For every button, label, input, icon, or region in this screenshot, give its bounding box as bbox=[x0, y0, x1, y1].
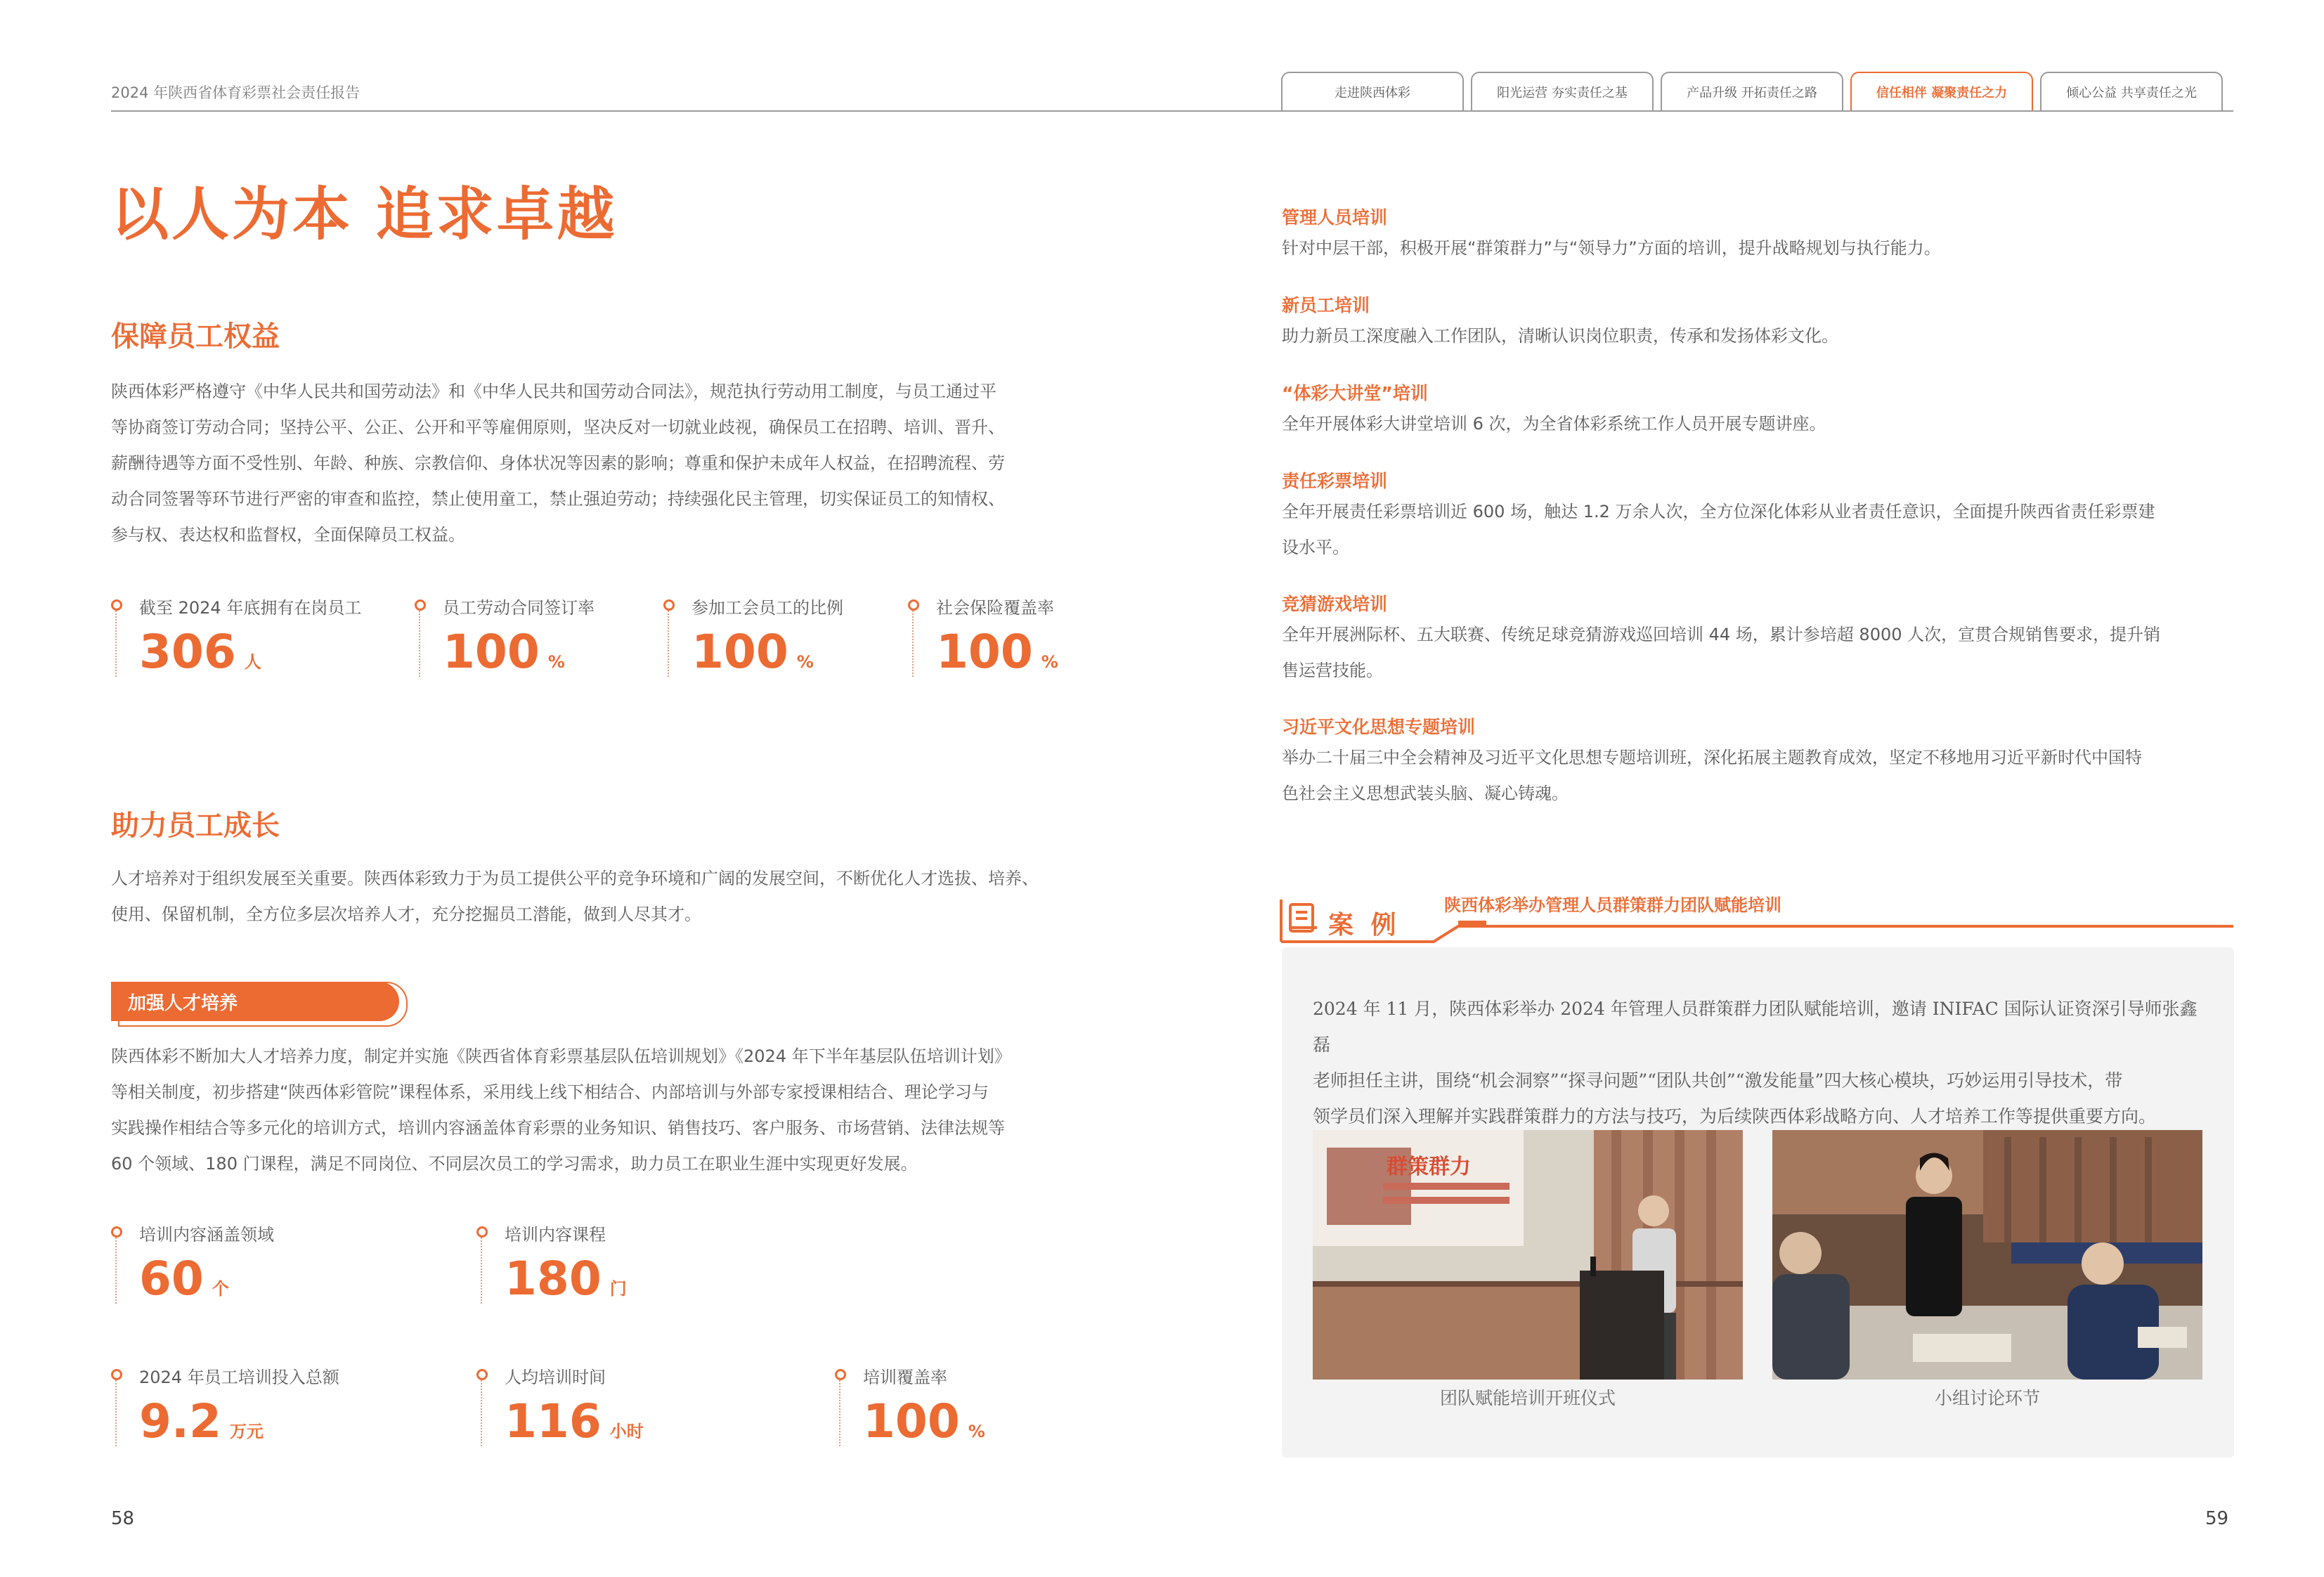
bullet-dot bbox=[111, 1369, 122, 1380]
stat-value bbox=[692, 625, 814, 679]
text-line: 色社会主义思想武装头脑、凝心铸魂。 bbox=[1282, 784, 1569, 803]
training-title: 习近平文化思想专题培训 bbox=[1282, 717, 1476, 737]
stat-value bbox=[505, 1394, 644, 1448]
training-title: “体彩大讲堂”培训 bbox=[1282, 383, 1428, 403]
tab-trust[interactable]: 信任相伴 凝聚责任之力 bbox=[1850, 72, 2033, 111]
case-title: 陕西体彩举办管理人员群策群力团队赋能培训 bbox=[1444, 895, 1781, 915]
text-line: 全年开展体彩大讲堂培训 6 次，为全省体彩系统工作人员开展专题讲座。 bbox=[1282, 414, 1826, 434]
text-line: 陕西体彩严格遵守《中华人民共和国劳动法》和《中华人民共和国劳动合同法》，规范执行劳动用工制度，与员工通过平 bbox=[111, 382, 997, 401]
stat-line bbox=[839, 1380, 842, 1446]
case-label: 案 例 bbox=[1328, 911, 1401, 940]
stat-label: 员工劳动合同签订率 bbox=[443, 598, 595, 618]
stat-unit: % bbox=[1041, 652, 1058, 672]
stat-label: 培训内容涵盖领域 bbox=[139, 1225, 274, 1245]
stat-unit: % bbox=[968, 1422, 985, 1441]
stat-unit: 人 bbox=[244, 652, 261, 672]
stat-number: 116 bbox=[505, 1394, 602, 1448]
training-title: 管理人员培训 bbox=[1282, 207, 1388, 228]
text-line: 60 个领域、180 门课程，满足不同岗位、不同层次员工的学习需求，助力员工在职业生涯中实现更好发展。 bbox=[111, 1154, 918, 1174]
photo-group-discussion bbox=[1772, 1130, 2202, 1380]
stat-label: 2024 年员工培训投入总额 bbox=[139, 1368, 339, 1387]
text-line: 等相关制度，初步搭建“陕西体彩管院”课程体系，采用线上线下相结合、内部培训与外部专家授课相结合、理论学习与 bbox=[111, 1082, 989, 1102]
stat-line bbox=[481, 1238, 483, 1304]
stat-label: 培训内容课程 bbox=[505, 1225, 606, 1245]
stat-number: 60 bbox=[139, 1252, 204, 1306]
slide-text: 群策群力 bbox=[1387, 1155, 1471, 1179]
tab-intro[interactable]: 走进陕西体彩 bbox=[1281, 72, 1464, 111]
stat-label: 人均培训时间 bbox=[505, 1368, 606, 1387]
stat-number: 100 bbox=[443, 625, 540, 679]
text-line: 设水平。 bbox=[1282, 538, 1349, 557]
text-line: 领学员们深入理解并实践群策群力的方法与技巧，为后续陕西体彩战略方向、人才培养工作等提供重要方向。 bbox=[1313, 1106, 2157, 1127]
tab-operation[interactable]: 阳光运营 夯实责任之基 bbox=[1471, 72, 1654, 111]
stat-value bbox=[139, 1394, 264, 1448]
stat-unit: % bbox=[796, 652, 814, 672]
text-line: 参与权、表达权和监督权，全面保障员工权益。 bbox=[111, 525, 465, 545]
stat-line bbox=[668, 611, 670, 677]
stat-unit: 门 bbox=[609, 1279, 627, 1299]
stat-label: 培训覆盖率 bbox=[863, 1368, 947, 1387]
stat-line bbox=[912, 611, 915, 677]
bullet-dot bbox=[476, 1226, 488, 1238]
training-title: 竞猜游戏培训 bbox=[1282, 594, 1388, 614]
text-line: 实践操作相结合等多元化的培训方式，培训内容涵盖体育彩票的业务知识、销售技巧、客户服务、市场营销、法律法规等 bbox=[111, 1118, 1005, 1138]
bullet-dot bbox=[908, 599, 919, 611]
training-text bbox=[1282, 318, 1838, 354]
bullet-dot bbox=[415, 599, 426, 611]
stat-number: 306 bbox=[139, 625, 236, 679]
stat-value bbox=[863, 1394, 985, 1448]
stat-number: 9.2 bbox=[139, 1394, 221, 1448]
training-text bbox=[1282, 740, 2142, 812]
stat-line bbox=[481, 1380, 483, 1446]
page-number-left: 58 bbox=[111, 1508, 135, 1529]
stat-number: 100 bbox=[863, 1394, 960, 1448]
growth-paragraph bbox=[111, 861, 1109, 933]
stat-number: 100 bbox=[936, 625, 1033, 679]
talent-paragraph bbox=[111, 1039, 1109, 1182]
bullet-dot bbox=[111, 599, 122, 611]
training-text bbox=[1282, 617, 2160, 689]
bullet-dot bbox=[476, 1369, 488, 1380]
case-book-icon bbox=[1287, 902, 1318, 933]
training-text bbox=[1282, 406, 1826, 442]
training-title: 新员工培训 bbox=[1282, 295, 1370, 316]
subhead-talent: 加强人才培养 bbox=[111, 982, 399, 1021]
stat-line bbox=[115, 1238, 118, 1304]
bullet-dot bbox=[111, 1226, 122, 1238]
stat-value bbox=[936, 625, 1058, 679]
case-text bbox=[1313, 991, 2205, 1134]
stat-unit: 个 bbox=[212, 1279, 229, 1299]
stat-value bbox=[505, 1252, 627, 1306]
text-line: 助力新员工深度融入工作团队，清晰认识岗位职责，传承和发扬体彩文化。 bbox=[1282, 326, 1838, 346]
stat-number: 100 bbox=[692, 625, 788, 679]
stat-label: 参加工会员工的比例 bbox=[692, 598, 843, 618]
text-line: 全年开展责任彩票培训近 600 场，触达 1.2 万余人次，全方位深化体彩从业者责任意识，全面提升陕西省责任彩票建 bbox=[1282, 502, 2155, 521]
stat-value bbox=[139, 1252, 229, 1306]
tab-product[interactable]: 产品升级 开拓责任之路 bbox=[1661, 72, 1843, 111]
photo-opening-ceremony bbox=[1313, 1130, 1743, 1380]
text-line: 举办二十届三中全会精神及习近平文化思想专题培训班，深化拓展主题教育成效，坚定不移地用习近平新时代中国特 bbox=[1282, 748, 2142, 767]
stat-value bbox=[443, 625, 565, 679]
text-line: 等协商签订劳动合同；坚持公平、公正、公开和平等雇佣原则，坚决反对一切就业歧视，确保员工在招聘、培训、晋升、 bbox=[111, 417, 1005, 437]
report-title: 2024 年陕西省体育彩票社会责任报告 bbox=[111, 84, 361, 101]
text-line: 动合同签署等环节进行严密的审查和监控，禁止使用童工，禁止强迫劳动；持续强化民主管理，切实保证员工的知情权、 bbox=[111, 489, 1005, 509]
tab-welfare[interactable]: 倾心公益 共享责任之光 bbox=[2040, 72, 2223, 111]
text-line: 陕西体彩不断加大人才培养力度，制定并实施《陕西省体育彩票基层队伍培训规划》《2024 年下半年基层队伍培训计划》 bbox=[111, 1046, 1011, 1066]
bullet-dot bbox=[663, 599, 675, 611]
page-number-right: 59 bbox=[2205, 1508, 2229, 1529]
header-divider bbox=[111, 110, 2233, 112]
stat-line bbox=[115, 611, 118, 677]
text-line: 2024 年 11 月，陕西体彩举办 2024 年管理人员群策群力团队赋能培训，邀请 INIFAC 国际认证资深引导师张鑫磊 bbox=[1313, 999, 2198, 1055]
stat-value bbox=[139, 625, 261, 679]
stat-unit: % bbox=[547, 652, 565, 672]
text-line: 全年开展洲际杯、五大联赛、传统足球竞猜游戏巡回培训 44 场，累计参培超 8000 人次，宣贯合规销售要求，提升销 bbox=[1282, 625, 2161, 644]
photo-caption: 小组讨论环节 bbox=[1934, 1388, 2040, 1408]
stat-line bbox=[419, 611, 422, 677]
text-line: 针对中层干部，积极开展“群策群力”与“领导力”方面的培训，提升战略规划与执行能力。 bbox=[1282, 238, 1941, 258]
photo-caption: 团队赋能培训开班仪式 bbox=[1439, 1388, 1616, 1408]
text-line: 使用、保留机制，全方位多层次培养人才，充分挖掘员工潜能，做到人尽其才。 bbox=[111, 904, 701, 924]
text-line: 售运营技能。 bbox=[1282, 661, 1383, 680]
stat-unit: 万元 bbox=[229, 1422, 264, 1441]
rights-paragraph bbox=[111, 374, 1109, 553]
main-title: 以人为本 追求卓越 bbox=[111, 181, 618, 248]
stat-label: 社会保险覆盖率 bbox=[936, 598, 1054, 618]
training-text bbox=[1282, 231, 1941, 266]
stat-label: 截至 2024 年底拥有在岗员工 bbox=[139, 598, 362, 618]
section-title-rights: 保障员工权益 bbox=[111, 320, 280, 353]
section-nav bbox=[1281, 72, 2223, 111]
training-title: 责任彩票培训 bbox=[1282, 471, 1388, 491]
bullet-dot bbox=[835, 1369, 846, 1380]
text-line: 薪酬待遇等方面不受性别、年龄、种族、宗教信仰、身体状况等因素的影响；尊重和保护未成年人权益，在招聘流程、劳 bbox=[111, 453, 1005, 473]
stat-line bbox=[115, 1380, 118, 1446]
text-line: 人才培养对于组织发展至关重要。陕西体彩致力于为员工提供公平的竞争环境和广阔的发展空间，不断优化人才选拔、培养、 bbox=[111, 869, 1039, 888]
stat-unit: 小时 bbox=[609, 1422, 644, 1441]
stat-number: 180 bbox=[505, 1252, 602, 1306]
text-line: 老师担任主讲，围绕“机会洞察”“探寻问题”“团队共创”“激发能量”四大核心模块，巧妙运用引导技术，带 bbox=[1313, 1070, 2123, 1091]
section-title-growth: 助力员工成长 bbox=[111, 810, 280, 842]
training-text bbox=[1282, 494, 2155, 566]
